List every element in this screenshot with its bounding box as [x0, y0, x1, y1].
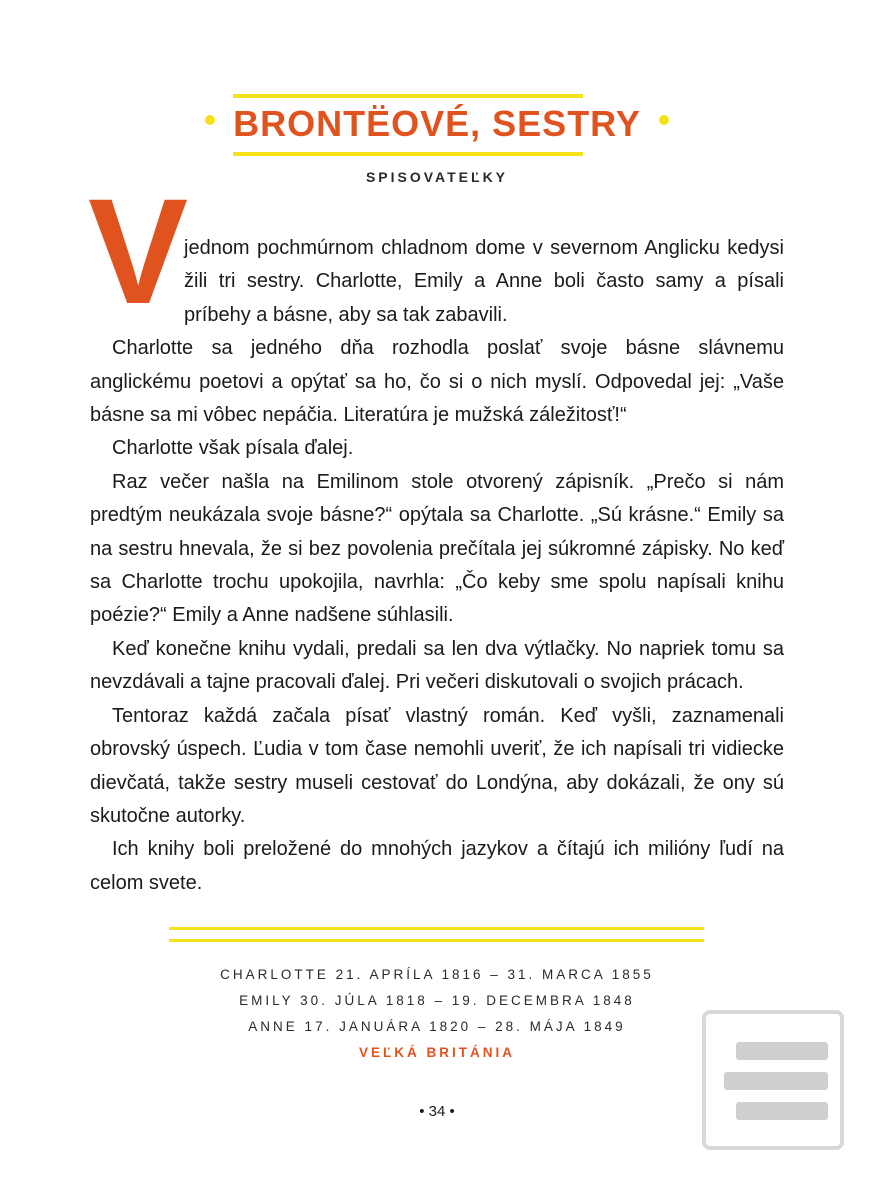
title-block: [0, 94, 874, 156]
page-subtitle: SPISOVATEĽKY: [365, 169, 509, 185]
books-stack-icon: [702, 1010, 844, 1150]
title-frame: [233, 94, 641, 156]
paragraph-2: Charlotte sa jedného dňa rozhodla poslať svoje básne slávnemu anglickému poetovi a opýtať sa ho, čo si o nich myslí. Odpovedal jej: „Vaše básne sa mi vôbec nepáčia. Literatúra je mužská záležitosť!“: [90, 337, 784, 427]
page-number: • 34 •: [419, 1103, 455, 1120]
watermark-bar-1: [736, 1042, 828, 1060]
dates-emily: EMILY 30. JÚLA 1818 – 19. DECEMBRA 1848: [239, 993, 635, 1008]
dates-charlotte: CHARLOTTE 21. APRÍLA 1816 – 31. MARCA 1855: [220, 967, 654, 982]
paragraph-3: Charlotte však písala ďalej.: [112, 437, 354, 460]
dates-anne: ANNE 17. JANUÁRA 1820 – 28. MÁJA 1849: [248, 1019, 626, 1034]
paragraph-1: jednom pochmúrnom chladnom dome v severnom Anglicku kedysi žili tri sestry. Charlotte, Emily a Anne boli často samy a písali príbehy a básne, aby sa tak zabavili.: [184, 237, 784, 326]
separator-line-bottom: [169, 939, 704, 942]
title-dot-left: [205, 115, 215, 125]
drop-cap: V: [88, 167, 189, 335]
title-dot-right: [659, 115, 669, 125]
paragraph-6: Tentoraz každá začala písať vlastný román. Keď vyšli, zaznamenali obrovský úspech. Ľudia v tom čase nemohli uveriť, že ich napísali tri vidiecke dievčatá, takže sestry museli cestovať do Londýna, aby dokázali, že ony sú skutočne autorky.: [90, 704, 784, 827]
watermark-bar-3: [736, 1102, 828, 1120]
separator-line-top: [169, 927, 704, 930]
page-title: BRONTËOVÉ, SESTRY: [233, 103, 641, 144]
watermark-bar-2: [724, 1072, 828, 1090]
body-text: [90, 232, 784, 900]
paragraph-5: Keď konečne knihu vydali, predali sa len dva výtlačky. No napriek tomu sa nevzdávali a tajne pracovali ďalej. Pri večeri diskutovali o svojich prácach.: [90, 637, 784, 694]
footer-separator: [169, 927, 704, 942]
country-label: VEĽKÁ BRITÁNIA: [359, 1045, 515, 1060]
title-bottom-line: [233, 152, 583, 156]
paragraph-4: Raz večer našla na Emilinom stole otvorený zápisník. „Prečo si nám predtým neukázala svoje básne?“ opýtala sa Charlotte. „Sú krásne.“ Emily sa na sestru hnevala, že si bez povolenia prečítala jej súkromné zápisky. No keď sa Charlotte trochu upokojila, navrhla: „Čo keby sme spolu napísali knihu poézie?“ Emily a Anne nadšene súhlasili.: [90, 470, 784, 627]
paragraph-7: Ich knihy boli preložené do mnohých jazykov a čítajú ich milióny ľudí na celom svete.: [90, 838, 784, 894]
